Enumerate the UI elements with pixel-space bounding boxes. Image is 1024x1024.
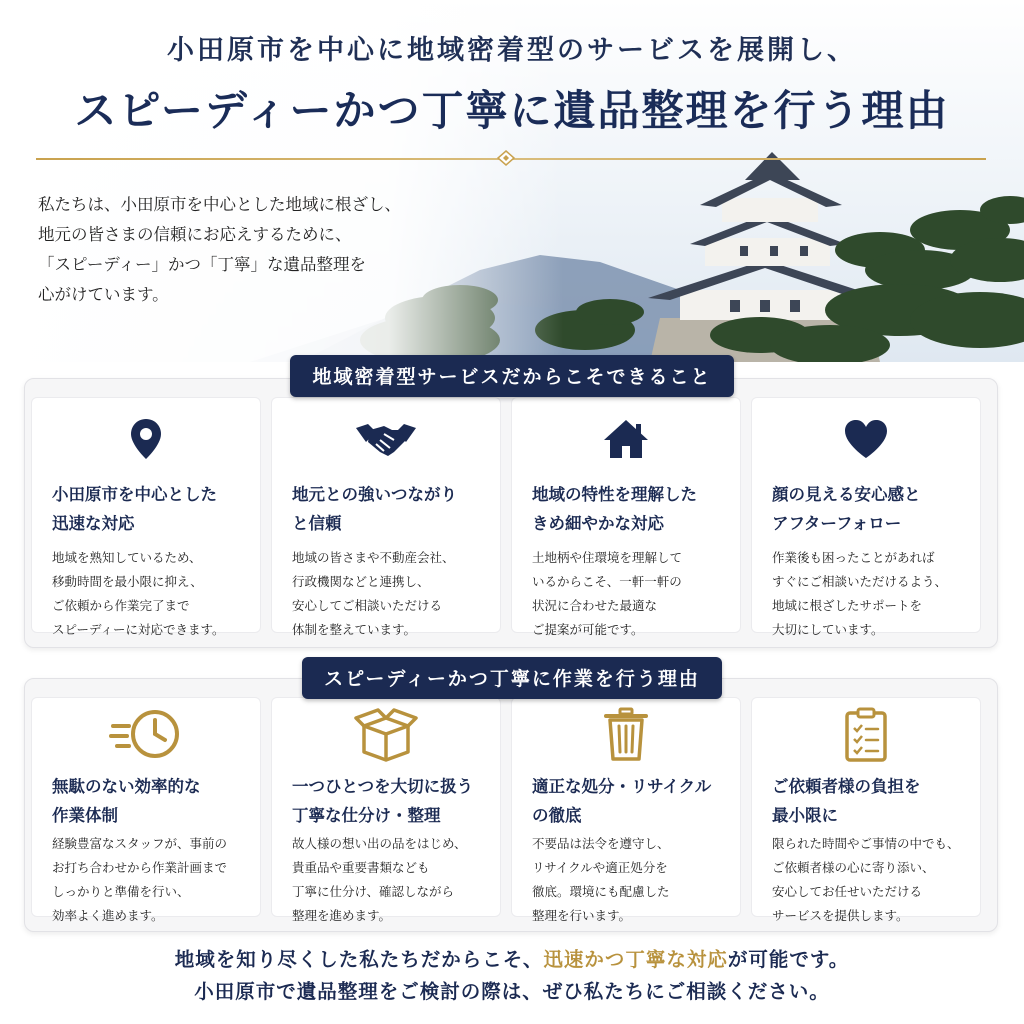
card-text: 限られた時間やご事情の中でも、 ご依頼者様の心に寄り添い、 安心してお任せいただける サービスを提供します。 (772, 836, 960, 923)
handshake-icon (354, 418, 418, 460)
feature-card-proper-disposal (511, 697, 741, 923)
hero-section (0, 0, 1024, 362)
fast-clock-icon (109, 706, 183, 762)
feature-card-local-trust (271, 397, 501, 637)
closing-line-2: 小田原市で遺品整理をご検討の際は、ぜひ私たちにご相談ください。 (194, 980, 830, 1003)
card-title: 無駄のない効率的な 作業体制 (52, 777, 201, 825)
feature-card-careful-sorting (271, 697, 501, 923)
intro-text (38, 190, 478, 310)
feature-card-minimize-burden (751, 697, 981, 923)
heading-line-2: スピーディーかつ丁寧に遺品整理を行う理由 (74, 86, 950, 135)
card-text: 地域の皆さまや不動産会社、 行政機関などと連携し、 安心してご相談いただける 体制を整えています。 (292, 550, 455, 637)
card-text: 不要品は法令を遵守し、 リサイクルや適正処分を 徹底。環境にも配慮した 整理を行います。 (532, 836, 670, 923)
card-title: 適正な処分・リサイクル の徹底 (532, 777, 712, 825)
card-text: 地域を熟知しているため、 移動時間を最小限に抑え、 ご依頼から作業完了まで スピーディーに対応できます。 (52, 550, 225, 637)
divider-ornament-icon (496, 150, 516, 166)
clipboard-checklist-icon (843, 706, 889, 762)
feature-card-aftercare (751, 397, 981, 637)
section2-cards (25, 679, 997, 931)
card-title: 顔の見える安心感と アフターフォロー (772, 485, 921, 533)
section2-badge: スピーディーかつ丁寧に作業を行う理由 (302, 657, 722, 699)
map-pin-icon (129, 418, 163, 460)
section1-badge-wrap (0, 355, 1024, 397)
intro-line: 地元の皆さまの信頼にお応えするために、 (38, 225, 352, 244)
card-text: 経験豊富なスタッフが、事前の お打ち合わせから作業計画まで しっかりと準備を行い、 効率よく進めます。 (52, 836, 228, 923)
house-icon (602, 418, 650, 460)
feature-card-efficient (31, 697, 261, 923)
card-text: 土地柄や住環境を理解して いるからこそ、一軒一軒の 状況に合わせた最適な ご提案が可能です。 (532, 550, 683, 637)
feature-card-local-speed (31, 397, 261, 637)
trash-can-icon (603, 706, 649, 762)
closing-line-1: 地域を知り尽くした私たちだからこそ、迅速かつ丁寧な対応が可能です。 (174, 948, 850, 971)
card-title: 小田原市を中心とした 迅速な対応 (52, 485, 217, 533)
section2-panel (24, 678, 998, 932)
section1-panel (24, 378, 998, 648)
card-text: 故人様の想い出の品をはじめ、 貴重品や重要書類なども 丁寧に仕分け、確認しながら 整理を進めます。 (292, 836, 467, 923)
heading-line-1: 小田原市を中心に地域密着型のサービスを展開し、 (167, 35, 857, 66)
section1-cards (25, 379, 997, 647)
intro-line: 私たちは、小田原市を中心とした地域に根ざし、 (38, 195, 401, 214)
section2-badge-wrap (0, 657, 1024, 699)
card-title: 地域の特性を理解した きめ細やかな対応 (532, 485, 697, 533)
heart-icon (843, 418, 889, 460)
card-title: ご依頼者様の負担を 最小限に (772, 777, 921, 825)
section1-badge: 地域密着型サービスだからこそできること (290, 355, 733, 397)
intro-line: 「スピーディー」かつ「丁寧」な遺品整理を (38, 255, 367, 274)
intro-line: 心がけています。 (38, 285, 169, 304)
card-title: 地元との強いつながり と信頼 (292, 485, 457, 533)
box-icon (354, 706, 418, 762)
card-text: 作業後も困ったことがあれば すぐにご相談いただけるよう、 地域に根ざしたサポートを 大切にしています。 (772, 550, 948, 637)
feature-card-local-knowledge (511, 397, 741, 637)
card-title: 一つひとつを大切に扱う 丁寧な仕分け・整理 (292, 777, 474, 825)
closing-message (0, 944, 1024, 1008)
closing-accent: 迅速かつ丁寧な対応 (543, 948, 728, 971)
